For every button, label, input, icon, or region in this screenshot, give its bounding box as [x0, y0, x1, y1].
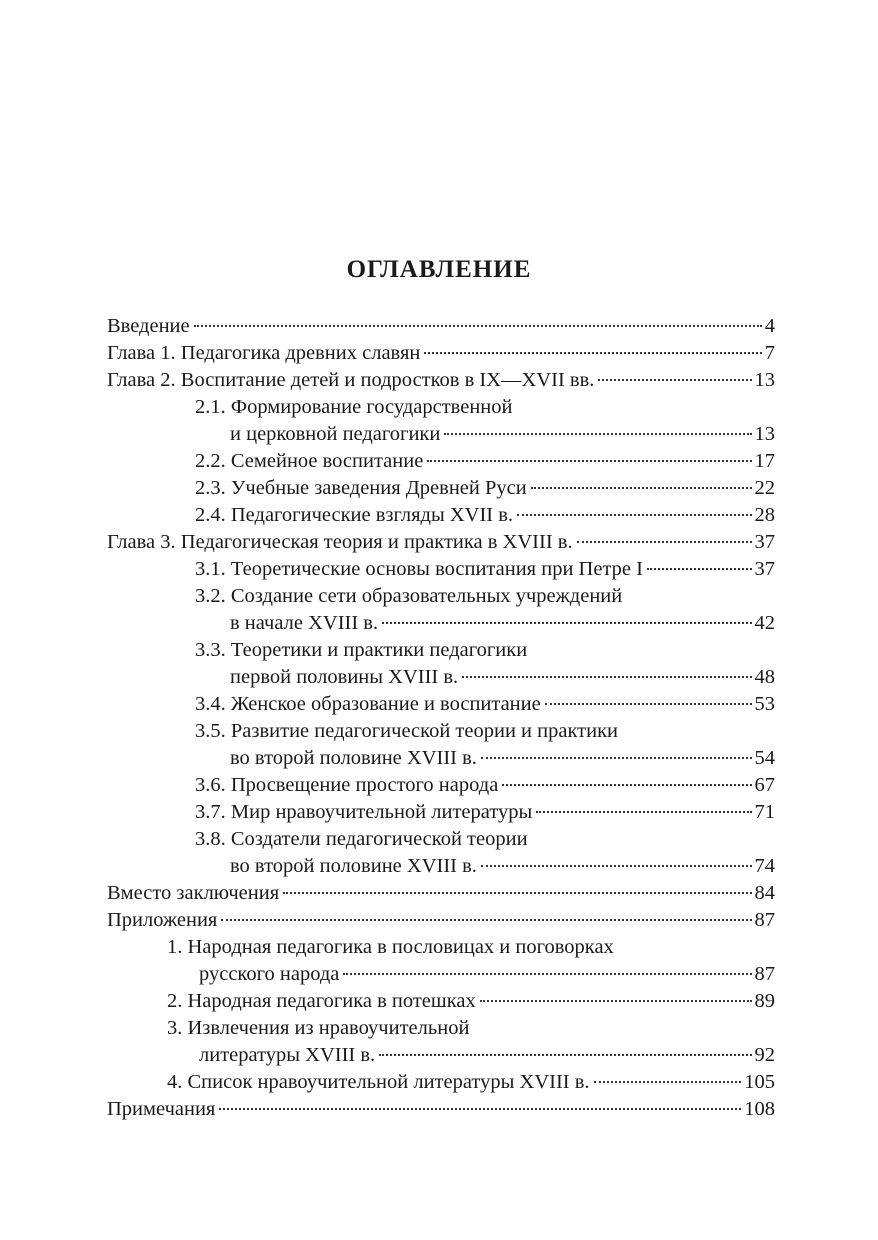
- toc-leader-dots: [536, 811, 751, 813]
- toc-entry-text: 2.4. Педагогические взгляды XVII в.: [195, 504, 514, 526]
- toc-entry-text: 1. Народная педагогика в пословицах и поговорках: [167, 936, 614, 958]
- toc-page-number: 4: [764, 315, 775, 337]
- toc-entry-text: русского народа: [199, 963, 340, 985]
- toc-entry: [107, 718, 775, 745]
- toc-entry: [107, 691, 775, 718]
- toc-entry-text: 2.3. Учебные заведения Древней Руси: [195, 477, 527, 499]
- toc-entry-text: 3.6. Просвещение простого народа: [195, 774, 499, 796]
- toc-leader-dots: [647, 568, 752, 570]
- toc-leader-dots: [379, 1054, 751, 1056]
- toc-entry-text: Глава 2. Воспитание детей и подростков в IX—XVII вв.: [107, 369, 595, 391]
- toc-entry: [107, 367, 775, 394]
- toc-entry: [107, 340, 775, 367]
- toc-leader-dots: [343, 973, 751, 975]
- toc-entry: [107, 772, 775, 799]
- toc-entry: [107, 988, 775, 1015]
- toc-entry: [107, 934, 775, 961]
- toc-entry: [107, 1069, 775, 1096]
- toc-leader-dots: [462, 676, 751, 678]
- toc-leader-dots: [382, 622, 751, 624]
- toc-entry-text: 3.4. Женское образование и воспитание: [195, 693, 541, 715]
- toc-entry-text: Вместо заключения: [107, 882, 280, 904]
- toc-page-number: 37: [754, 531, 775, 553]
- toc-entry: [107, 907, 775, 934]
- toc-leader-dots: [427, 460, 751, 462]
- toc-page-number: 74: [754, 855, 775, 877]
- toc-page-number: 87: [754, 909, 775, 931]
- toc-entry-text: 3.3. Теоретики и практики педагогики: [195, 639, 528, 661]
- toc-entry-text: 4. Список нравоучительной литературы XVIII в.: [167, 1071, 590, 1093]
- toc-entry: [107, 745, 775, 772]
- toc-entry: [107, 475, 775, 502]
- toc-entry: [107, 799, 775, 826]
- toc-page-number: 92: [754, 1044, 775, 1066]
- toc-entry-text: 3.8. Создатели педагогической теории: [195, 828, 528, 850]
- toc-entry: [107, 394, 775, 421]
- toc-page-number: 108: [744, 1098, 775, 1120]
- toc-page-number: 48: [754, 666, 775, 688]
- toc-entry: [107, 826, 775, 853]
- toc-entry: [107, 637, 775, 664]
- toc-entry: [107, 664, 775, 691]
- toc-page-number: 67: [754, 774, 775, 796]
- toc-entry: [107, 1096, 775, 1123]
- toc-leader-dots: [531, 487, 752, 489]
- toc-leader-dots: [481, 757, 752, 759]
- toc-page-number: 37: [754, 558, 775, 580]
- toc-page-number: 89: [754, 990, 775, 1012]
- toc-entry: [107, 421, 775, 448]
- toc-entry-text: 3.5. Развитие педагогической теории и практики: [195, 720, 619, 742]
- toc-entry-text: 2. Народная педагогика в потешках: [167, 990, 476, 1012]
- toc-entry: [107, 448, 775, 475]
- toc-entry: [107, 1015, 775, 1042]
- toc-entry: [107, 529, 775, 556]
- table-of-contents: [107, 313, 775, 1123]
- toc-entry-text: 3. Извлечения из нравоучительной: [167, 1017, 470, 1039]
- toc-page-number: 54: [754, 747, 775, 769]
- toc-entry-text: Глава 1. Педагогика древних славян: [107, 342, 421, 364]
- toc-page-number: 22: [754, 477, 775, 499]
- toc-entry: [107, 880, 775, 907]
- toc-entry-text: Глава 3. Педагогическая теория и практика в XVIII в.: [107, 531, 573, 553]
- toc-entry: [107, 961, 775, 988]
- toc-leader-dots: [221, 919, 751, 921]
- toc-entry-text: 3.7. Мир нравоучительной литературы: [195, 801, 533, 823]
- toc-page-number: 42: [754, 612, 775, 634]
- toc-entry-text: 2.1. Формирование государственной: [195, 396, 513, 418]
- toc-leader-dots: [577, 541, 752, 543]
- toc-entry: [107, 583, 775, 610]
- toc-page-number: 105: [744, 1071, 775, 1093]
- toc-leader-dots: [545, 703, 752, 705]
- toc-entry-text: Приложения: [107, 909, 218, 931]
- toc-page-number: 13: [754, 423, 775, 445]
- toc-entry: [107, 556, 775, 583]
- toc-entry: [107, 853, 775, 880]
- toc-entry-text: Введение: [107, 315, 190, 337]
- toc-leader-dots: [517, 514, 751, 516]
- toc-page-number: 53: [754, 693, 775, 715]
- toc-leader-dots: [424, 352, 761, 354]
- toc-entry: [107, 502, 775, 529]
- toc-page-number: 71: [754, 801, 775, 823]
- toc-page-number: 87: [754, 963, 775, 985]
- toc-entry: [107, 313, 775, 340]
- toc-leader-dots: [598, 379, 751, 381]
- toc-leader-dots: [219, 1108, 741, 1110]
- toc-entry-text: и церковной педагогики: [230, 423, 441, 445]
- toc-entry-text: Примечания: [107, 1098, 216, 1120]
- toc-leader-dots: [480, 1000, 752, 1002]
- toc-entry-text: во второй половине XVIII в.: [230, 855, 477, 877]
- toc-entry-text: 3.2. Создание сети образовательных учреждений: [195, 585, 623, 607]
- toc-entry-text: 3.1. Теоретические основы воспитания при Петре I: [195, 558, 643, 580]
- toc-entry: [107, 610, 775, 637]
- toc-leader-dots: [444, 433, 751, 435]
- toc-leader-dots: [502, 784, 751, 786]
- toc-page-number: 28: [754, 504, 775, 526]
- toc-entry-text: в начале XVIII в.: [230, 612, 379, 634]
- toc-leader-dots: [594, 1081, 742, 1083]
- toc-page-number: 7: [764, 342, 775, 364]
- toc-leader-dots: [194, 325, 762, 327]
- toc-entry-text: 2.2. Семейное воспитание: [195, 450, 424, 472]
- toc-entry-text: первой половины XVIII в.: [230, 666, 459, 688]
- toc-entry-text: литературы XVIII в.: [199, 1044, 376, 1066]
- toc-page-number: 84: [754, 882, 775, 904]
- toc-leader-dots: [481, 865, 752, 867]
- toc-leader-dots: [283, 892, 751, 894]
- page-title: ОГЛАВЛЕНИЕ: [346, 256, 532, 283]
- toc-page-number: 13: [754, 369, 775, 391]
- toc-entry: [107, 1042, 775, 1069]
- toc-page-number: 17: [754, 450, 775, 472]
- toc-entry-text: во второй половине XVIII в.: [230, 747, 477, 769]
